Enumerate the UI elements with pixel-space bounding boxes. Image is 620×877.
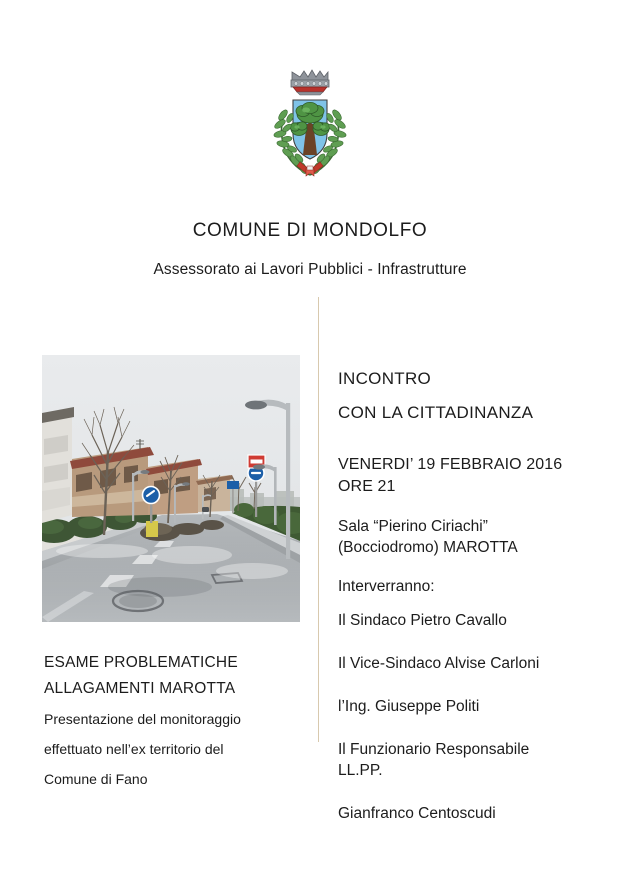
street-photograph (42, 355, 300, 622)
caption-body-line-1: Presentazione del monitoraggio (44, 711, 241, 727)
event-time: ORE 21 (338, 478, 396, 495)
speaker-official (338, 739, 588, 781)
caption-heading-line-2: ALLAGAMENTI MAROTTA (44, 680, 236, 697)
speaker-vice-mayor: Il Vice-Sindaco Alvise Carloni (338, 655, 540, 672)
department-subtitle: Assessorato ai Lavori Pubblici - Infrastrutture (153, 261, 467, 278)
event-title-line-2: CON LA CITTADINANZA (338, 403, 534, 422)
speaker-centoscudi: Gianfranco Centoscudi (338, 805, 496, 822)
speaker-official-line-2: LL.PP. (338, 762, 383, 779)
coat-of-arms-icon (264, 58, 356, 186)
ribbon-icon (297, 162, 323, 176)
venue-name: Sala “Pierino Ciriachi” (338, 518, 488, 535)
speaker-engineer: l’Ing. Giuseppe Politi (338, 698, 480, 715)
crown-icon (291, 70, 329, 95)
speakers-label: Interverranno: (338, 578, 435, 595)
vertical-divider (318, 297, 319, 742)
caption-heading-line-1: ESAME PROBLEMATICHE (44, 654, 238, 671)
crest-container (0, 58, 620, 186)
speaker-official-line-1: Il Funzionario Responsabile (338, 741, 530, 758)
page-title: COMUNE DI MONDOLFO (192, 220, 428, 241)
right-column (338, 362, 588, 824)
poster-header (0, 220, 620, 279)
left-column-caption (44, 650, 306, 792)
event-date: VENERDI’ 19 FEBBRAIO 2016 (338, 456, 563, 473)
caption-body-line-2: effettuato nell’ex territorio del (44, 741, 224, 757)
event-title-line-1: INCONTRO (338, 369, 432, 388)
caption-body-line-3: Comune di Fano (44, 771, 148, 787)
speaker-mayor: Il Sindaco Pietro Cavallo (338, 612, 507, 629)
venue-location: (Bocciodromo) MAROTTA (338, 539, 518, 556)
